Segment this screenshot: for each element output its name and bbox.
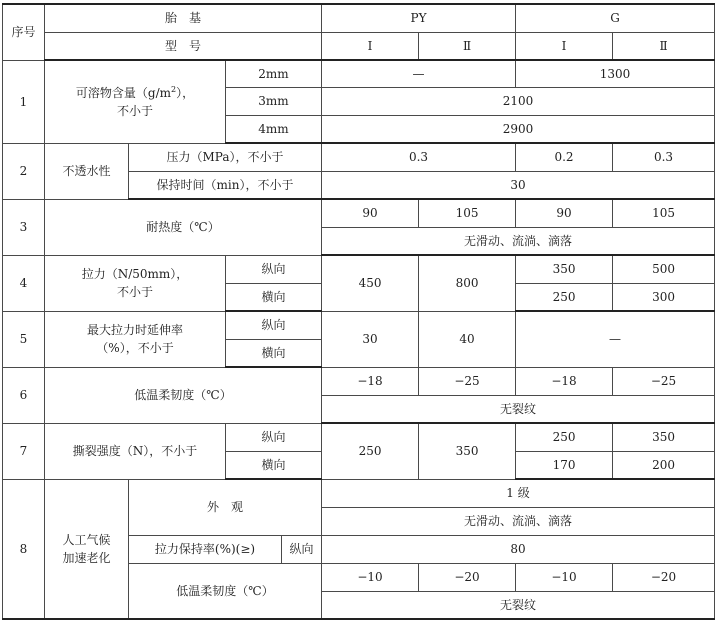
row4-py-i: 450 xyxy=(322,255,419,311)
row1-2mm-py: — xyxy=(322,60,516,87)
row7-py-i: 250 xyxy=(322,423,419,479)
header-index: 序号 xyxy=(3,4,45,60)
row8-tensile-value: 80 xyxy=(322,535,715,563)
row7-g-i-trans: 170 xyxy=(516,451,613,479)
header-py-ii: Ⅱ xyxy=(419,32,516,60)
row3-index: 3 xyxy=(3,199,45,255)
row7-index: 7 xyxy=(3,423,45,479)
row7-name: 撕裂强度（N），不小于 xyxy=(45,423,226,479)
row7-transverse: 横向 xyxy=(226,451,322,479)
row5-py-i: 30 xyxy=(322,311,419,367)
row4-name: 拉力（N/50mm）， 不小于 xyxy=(45,255,226,311)
row2-pressure-py: 0.3 xyxy=(322,143,516,171)
row4-g-i-long: 350 xyxy=(516,255,613,283)
row6-note: 无裂纹 xyxy=(322,395,715,423)
row8-appearance-note: 无滑动、流淌、滴落 xyxy=(322,507,715,535)
header-base: 胎 基 xyxy=(45,4,322,32)
row1-index: 1 xyxy=(3,60,45,143)
row1-name: 可溶物含量$(g/m^2)$， 不小于 xyxy=(45,60,226,143)
row6-name: 低温柔韧度（℃） xyxy=(45,367,322,423)
row4-index: 4 xyxy=(3,255,45,311)
row2-name: 不透水性 xyxy=(45,143,129,199)
header-g-ii: Ⅱ xyxy=(613,32,715,60)
row8-name: 人工气候 加速老化 xyxy=(45,479,129,619)
row8-index: 8 xyxy=(3,479,45,619)
row5-name: 最大拉力时延伸率 （%），不小于 xyxy=(45,311,226,367)
row6-g-ii: −25 xyxy=(613,367,715,395)
row1-thickness-4mm: 4mm xyxy=(226,115,322,143)
row3-name: 耐热度（℃） xyxy=(45,199,322,255)
row2-pressure-g-i: 0.2 xyxy=(516,143,613,171)
row3-g-i: 90 xyxy=(516,199,613,227)
row3-note: 无滑动、流淌、滴落 xyxy=(322,227,715,255)
row1-thickness-3mm: 3mm xyxy=(226,87,322,115)
row7-g-i-long: 250 xyxy=(516,423,613,451)
row7-g-ii-long: 350 xyxy=(613,423,715,451)
row3-py-ii: 105 xyxy=(419,199,516,227)
row8-lt-py-ii: −20 xyxy=(419,563,516,591)
row4-g-ii-trans: 300 xyxy=(613,283,715,311)
header-g: G xyxy=(516,4,715,32)
row4-g-i-trans: 250 xyxy=(516,283,613,311)
row8-lt-g-i: −10 xyxy=(516,563,613,591)
row7-longitudinal: 纵向 xyxy=(226,423,322,451)
row3-g-ii: 105 xyxy=(613,199,715,227)
row1-2mm-g: 1300 xyxy=(516,60,715,87)
row2-pressure-label: 压力（MPa），不小于 xyxy=(129,143,322,171)
row5-py-ii: 40 xyxy=(419,311,516,367)
row4-longitudinal: 纵向 xyxy=(226,255,322,283)
header-g-i: Ⅰ xyxy=(516,32,613,60)
row1-thickness-2mm: 2mm xyxy=(226,60,322,87)
row8-longitudinal: 纵向 xyxy=(282,535,322,563)
row6-py-i: −18 xyxy=(322,367,419,395)
row7-py-ii: 350 xyxy=(419,423,516,479)
row2-pressure-g-ii: 0.3 xyxy=(613,143,715,171)
row4-py-ii: 800 xyxy=(419,255,516,311)
row8-grade: 1 级 xyxy=(322,479,715,507)
row8-lt-g-ii: −20 xyxy=(613,563,715,591)
row5-transverse: 横向 xyxy=(226,339,322,367)
row4-g-ii-long: 500 xyxy=(613,255,715,283)
header-model: 型 号 xyxy=(45,32,322,60)
row8-appearance: 外 观 xyxy=(129,479,322,535)
row1-4mm-value: 2900 xyxy=(322,115,715,143)
header-py-i: Ⅰ xyxy=(322,32,419,60)
row8-lt-py-i: −10 xyxy=(322,563,419,591)
row6-index: 6 xyxy=(3,367,45,423)
properties-table xyxy=(2,3,715,620)
row5-longitudinal: 纵向 xyxy=(226,311,322,339)
row6-g-i: −18 xyxy=(516,367,613,395)
row5-index: 5 xyxy=(3,311,45,367)
row8-tensile-retention: 拉力保持率(%)(≥) xyxy=(129,535,282,563)
row2-time-value: 30 xyxy=(322,171,715,199)
row6-py-ii: −25 xyxy=(419,367,516,395)
header-py: PY xyxy=(322,4,516,32)
row2-index: 2 xyxy=(3,143,45,199)
row1-3mm-value: 2100 xyxy=(322,87,715,115)
row7-g-ii-trans: 200 xyxy=(613,451,715,479)
row8-low-temp: 低温柔韧度（℃） xyxy=(129,563,322,619)
row5-g: — xyxy=(516,311,715,367)
row3-py-i: 90 xyxy=(322,199,419,227)
row8-low-temp-note: 无裂纹 xyxy=(322,591,715,619)
row2-time-label: 保持时间（min），不小于 xyxy=(129,171,322,199)
row4-transverse: 横向 xyxy=(226,283,322,311)
